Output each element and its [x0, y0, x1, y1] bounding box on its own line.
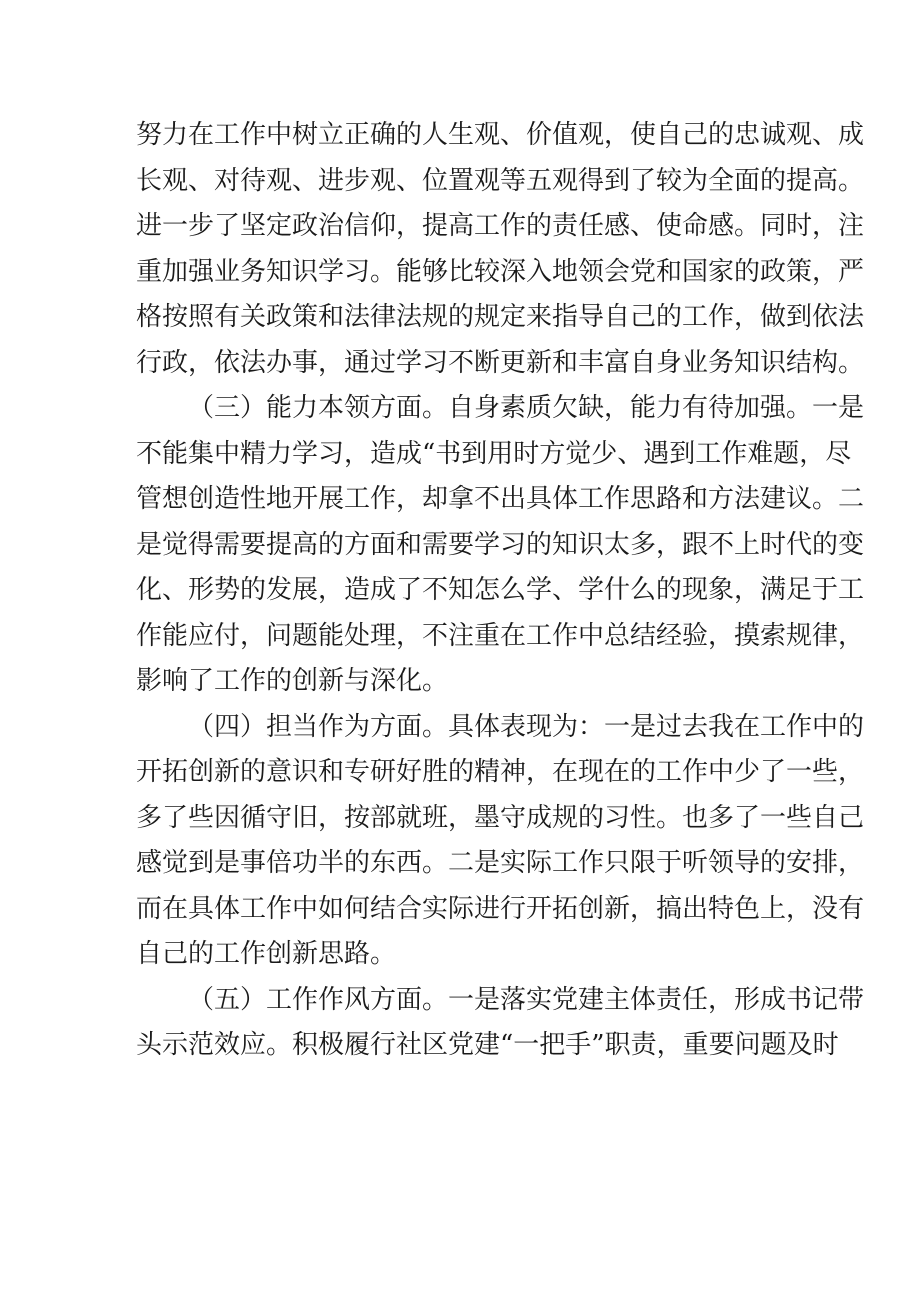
text-line: 感觉到是事倍功半的东西。二是实际工作只限于听领导的安排，	[136, 848, 865, 878]
text-line: 进一步了坚定政治信仰，提高工作的责任感、使命感。同时，注	[136, 211, 865, 241]
document-body	[136, 113, 865, 1069]
text-line: 作能应付，问题能处理，不注重在工作中总结经验，摸索规律，	[136, 620, 865, 651]
text-line: 长观、对待观、进步观、位置观等五观得到了较为全面的提高。	[136, 165, 865, 196]
text-line: 而在具体工作中如何结合实际进行开拓创新，搞出特色上，没有	[136, 893, 865, 924]
text-line: 管想创造性地开展工作，却拿不出具体工作思路和方法建议。二	[136, 484, 865, 514]
text-line: 不能集中精力学习，造成“书到用时方觉少、遇到工作难题，尽	[136, 438, 852, 469]
text-line: 开拓创新的意识和专研好胜的精神，在现在的工作中少了一些，	[136, 757, 865, 787]
paragraph-heading-line: （三）能力本领方面。自身素质欠缺，能力有待加强。一是	[188, 393, 865, 423]
text-line: 头示范效应。积极履行社区党建“一把手”职责，重要问题及时	[136, 1030, 839, 1060]
paragraph-heading-line: （四）担当作为方面。具体表现为：一是过去我在工作中的	[188, 711, 865, 742]
text-line: 格按照有关政策和法律法规的规定来指导自己的工作，做到依法	[136, 302, 865, 332]
text-line: 影响了工作的创新与深化。	[136, 666, 449, 696]
text-line: 重加强业务知识学习。能够比较深入地领会党和国家的政策，严	[136, 256, 865, 287]
paragraph-heading-line: （五）工作作风方面。一是落实党建主体责任，形成书记带	[188, 984, 865, 1015]
text-line: 行政，依法办事，通过学习不断更新和丰富自身业务知识结构。	[136, 347, 865, 378]
text-line: 自己的工作创新思路。	[136, 939, 397, 969]
text-line: 努力在工作中树立正确的人生观、价值观，使自己的忠诚观、成	[136, 120, 865, 150]
text-line: 化、形势的发展，造成了不知怎么学、学什么的现象，满足于工	[136, 575, 865, 605]
text-line: 多了些因循守旧，按部就班，墨守成规的习性。也多了一些自己	[136, 802, 865, 833]
text-line: 是觉得需要提高的方面和需要学习的知识太多，跟不上时代的变	[136, 529, 865, 560]
